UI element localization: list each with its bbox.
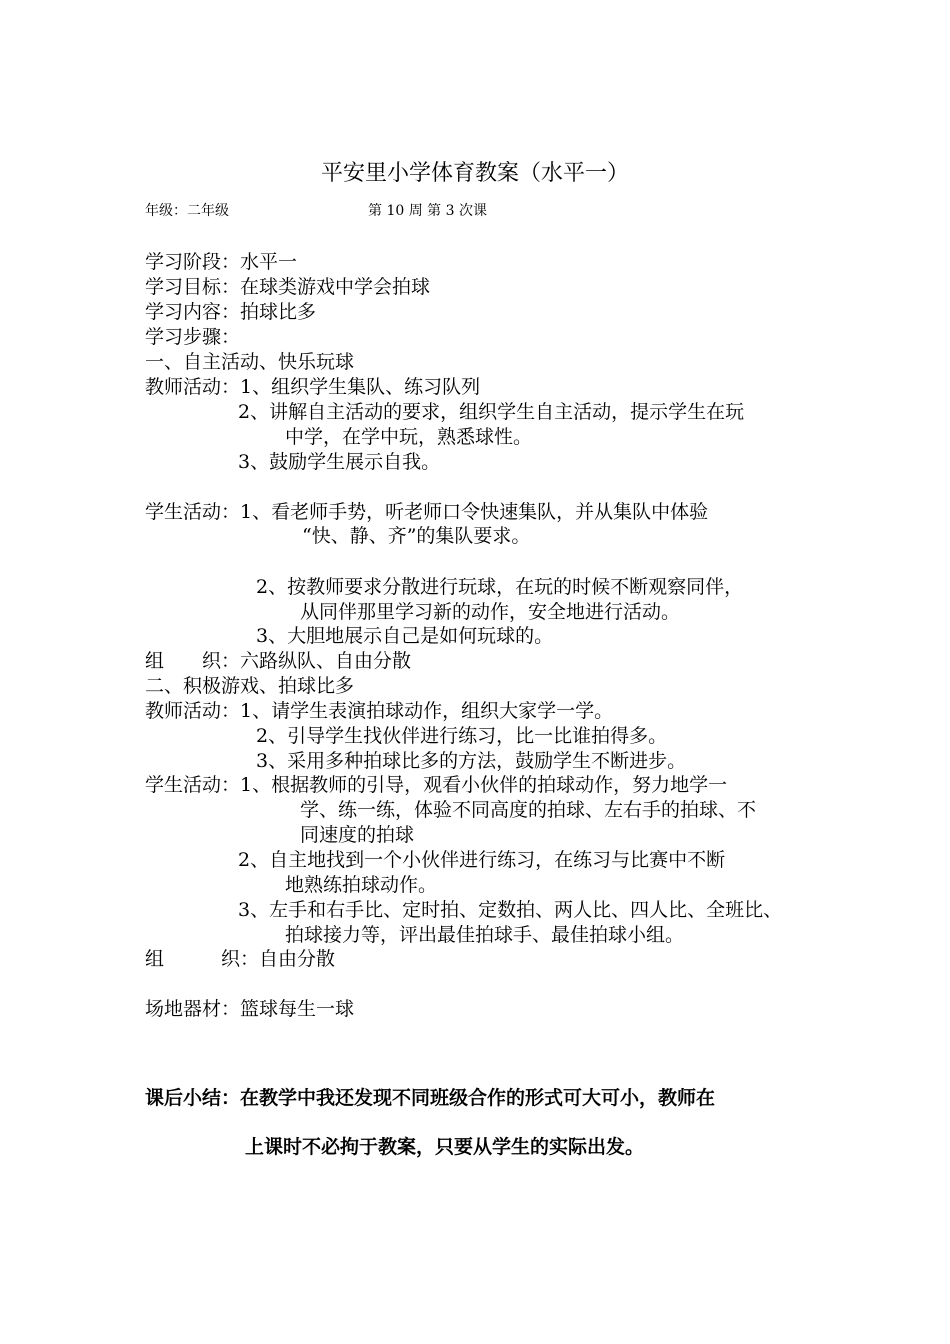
- study-stage: 学习阶段：水平一: [145, 251, 298, 273]
- student-activity-1-1: 学生活动：1、看老师手势，听老师口令快速集队，并从集队中体验: [145, 501, 709, 523]
- section-two-heading: 二、积极游戏、拍球比多: [145, 675, 355, 697]
- organization-2: 组 织：自由分散: [145, 948, 336, 970]
- teacher-activity-1-3: 3、鼓励学生展示自我。: [238, 451, 441, 473]
- teacher-activity-2-3: 3、采用多种拍球比多的方法，鼓励学生不断进步。: [256, 750, 687, 772]
- section-one-heading: 一、自主活动、快乐玩球: [145, 351, 355, 373]
- venue-equipment: 场地器材：篮球每生一球: [145, 998, 355, 1020]
- grade-label: 年级：二年级: [145, 203, 229, 219]
- student-activity-1-2-cont: 从同伴那里学习新的动作，安全地进行活动。: [300, 601, 681, 623]
- organization-1: 组 织：六路纵队、自由分散: [145, 650, 412, 672]
- student-activity-2-2: 2、自主地找到一个小伙伴进行练习，在练习与比赛中不断: [238, 849, 726, 871]
- teacher-activity-1-2: 2、讲解自主活动的要求，组织学生自主活动，提示学生在玩: [238, 401, 745, 423]
- teacher-activity-1-1: 教师活动：1、组织学生集队、练习队列: [145, 376, 481, 398]
- student-activity-2-3-cont: 拍球接力等，评出最佳拍球手、最佳拍球小组。: [285, 924, 685, 946]
- study-goal: 学习目标：在球类游戏中学会拍球: [145, 276, 431, 298]
- summary-line-1: 课后小结：在教学中我还发现不同班级合作的形式可大可小，教师在: [145, 1087, 716, 1109]
- teacher-activity-2-2: 2、引导学生找伙伴进行练习，比一比谁拍得多。: [256, 725, 668, 747]
- teacher-activity-2-1: 教师活动：1、请学生表演拍球动作，组织大家学一学。: [145, 700, 614, 722]
- summary-line-2: 上课时不必拘于教案，只要从学生的实际出发。: [245, 1136, 645, 1158]
- study-steps: 学习步骤：: [145, 326, 241, 348]
- teacher-activity-1-2-cont: 中学，在学中玩，熟悉球性。: [285, 426, 533, 448]
- student-activity-1-2: 2、按教师要求分散进行玩球，在玩的时候不断观察同伴，: [256, 576, 744, 598]
- student-activity-2-1-cont2: 同速度的拍球: [300, 824, 415, 846]
- week-lesson-label: 第 10 周 第 3 次课: [368, 203, 487, 219]
- student-activity-1-3: 3、大胆地展示自己是如何玩球的。: [256, 625, 554, 647]
- student-activity-1-1-cont: “快、静、齐”的集队要求。: [302, 525, 531, 547]
- student-activity-2-3: 3、左手和右手比、定时拍、定数拍、两人比、四人比、全班比、: [238, 899, 783, 921]
- study-content: 学习内容：拍球比多: [145, 301, 317, 323]
- student-activity-2-2-cont: 地熟练拍球动作。: [285, 874, 438, 896]
- document-title: 平安里小学体育教案（水平一）: [320, 161, 629, 186]
- student-activity-2-1-cont: 学、练一练，体验不同高度的拍球、左右手的拍球、不: [300, 799, 757, 821]
- student-activity-2-1: 学生活动：1、根据教师的引导，观看小伙伴的拍球动作，努力地学一: [145, 774, 728, 796]
